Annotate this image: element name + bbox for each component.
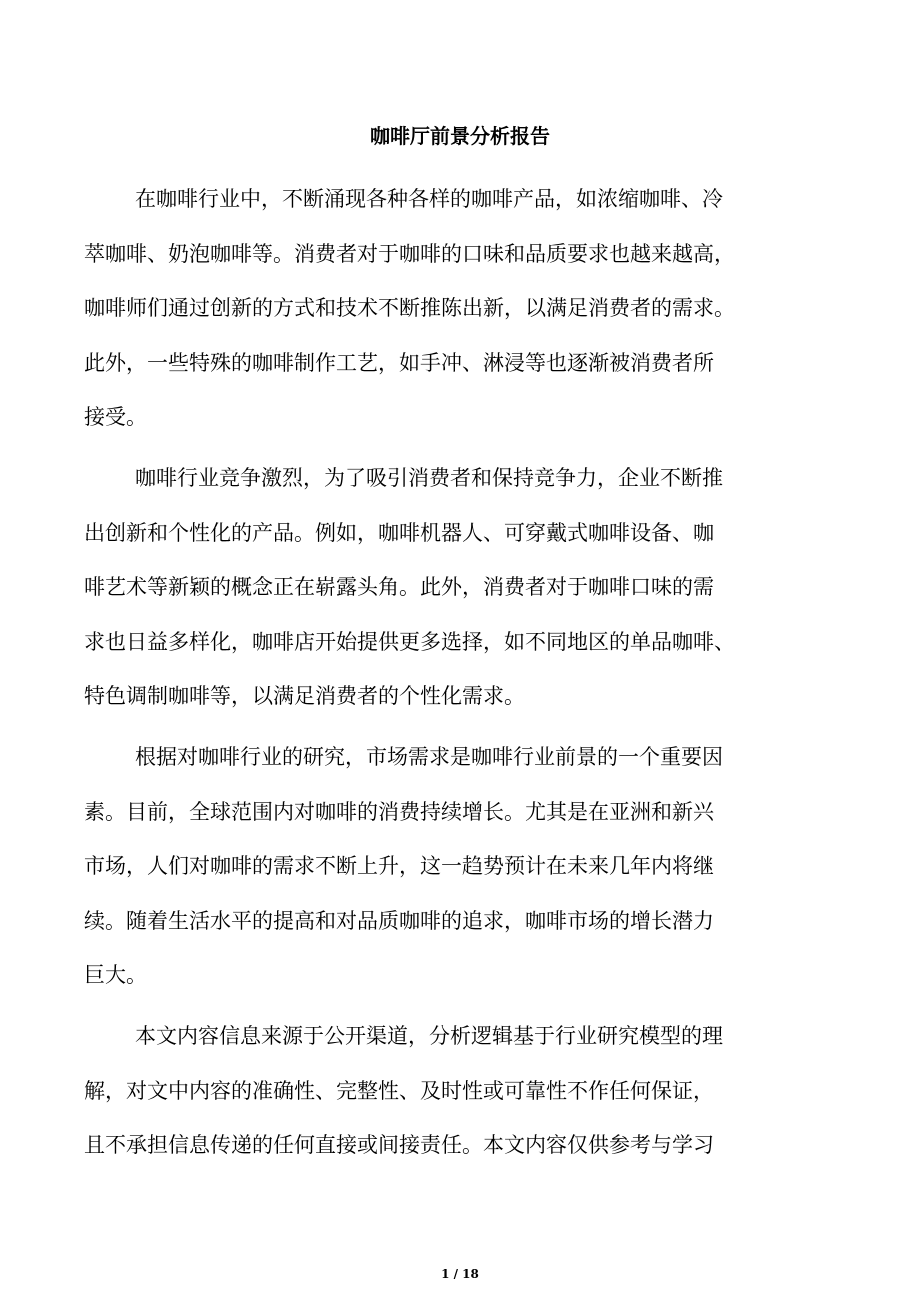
paragraph-line: 本文内容信息来源于公开渠道，分析逻辑基于行业研究模型的理 [135, 1024, 723, 1048]
paragraph-line: 市场，人们对咖啡的需求不断上升，这一趋势预计在未来几年内将继 [84, 854, 714, 878]
paragraph-line: 接受。 [84, 405, 147, 429]
paragraph-coffee-products [84, 172, 844, 445]
paragraph-line: 咖啡行业竞争激烈，为了吸引消费者和保持竞争力，企业不断推 [135, 466, 723, 490]
paragraph-disclaimer [84, 1009, 844, 1173]
paragraph-competition [84, 451, 844, 724]
paragraph-line: 巨大。 [84, 963, 147, 987]
paragraph-line: 根据对咖啡行业的研究，市场需求是咖啡行业前景的一个重要因 [135, 745, 723, 769]
paragraph-line: 啡艺术等新颖的概念正在崭露头角。此外，消费者对于咖啡口味的需 [84, 575, 714, 599]
paragraph-market-demand [84, 730, 844, 1003]
paragraph-line: 且不承担信息传递的任何直接或间接责任。本文内容仅供参考与学习 [84, 1133, 714, 1157]
paragraph-line: 出创新和个性化的产品。例如，咖啡机器人、可穿戴式咖啡设备、咖 [84, 520, 714, 545]
paragraph-line: 此外，一些特殊的咖啡制作工艺，如手冲、淋浸等也逐渐被消费者所 [84, 350, 714, 375]
paragraph-line: 求也日益多样化，咖啡店开始提供更多选择，如不同地区的单品咖啡、 [84, 629, 735, 654]
paragraph-line: 在咖啡行业中，不断涌现各种各样的咖啡产品，如浓缩咖啡、冷 [135, 187, 723, 211]
page-title: 咖啡厅前景分析报告 [370, 124, 550, 148]
paragraph-line: 萃咖啡、奶泡咖啡等。消费者对于咖啡的口味和品质要求也越来越高， [84, 241, 735, 266]
paragraph-line: 特色调制咖啡等，以满足消费者的个性化需求。 [84, 684, 525, 708]
paragraph-line: 素。目前，全球范围内对咖啡的消费持续增长。尤其是在亚洲和新兴 [84, 799, 714, 824]
paragraph-line: 续。随着生活水平的提高和对品质咖啡的追求，咖啡市场的增长潜力 [84, 908, 714, 933]
paragraph-line: 解，对文中内容的准确性、完整性、及时性或可靠性不作任何保证， [84, 1078, 714, 1103]
paragraph-line: 咖啡师们通过创新的方式和技术不断推陈出新，以满足消费者的需求。 [84, 296, 735, 320]
page-number: 1 / 18 [441, 1267, 479, 1281]
